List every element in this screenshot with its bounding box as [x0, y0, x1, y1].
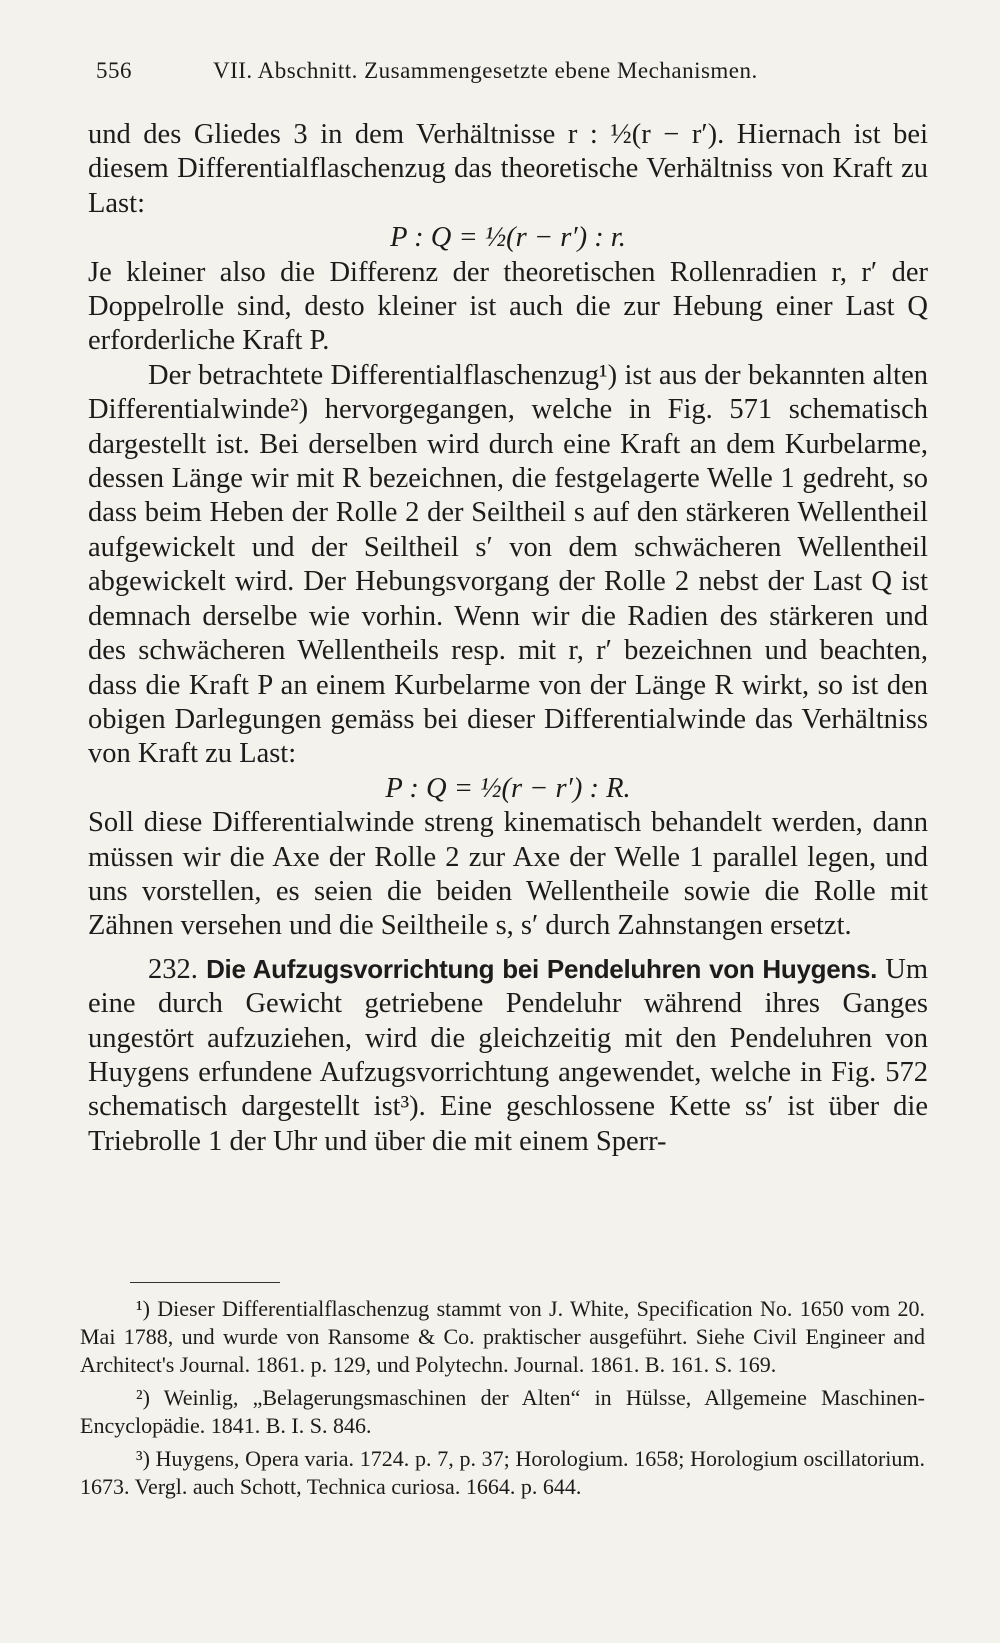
main-text: [88, 118, 928, 1159]
running-title: VII. Abschnitt. Zusammengesetzte ebene Mechanismen.: [213, 58, 758, 83]
footnote-2: ²) Weinlig, „Belagerungsmaschinen der Alten“ in Hülsse, Allgemeine Maschinen-Encyclopädie. 1841. B. I. S. 846.: [80, 1385, 925, 1438]
paragraph-5: Um eine durch Gewicht getriebene Pendeluhr während ihres Ganges ungestört aufzuziehen, wird die gleichzeitig mit den Pendeluhren von Huygens erfundene Aufzugsvorrichtung angewendet, welche in Fig. 572 schematisch dargestellt ist³). Eine geschlossene Kette ss′ ist über die Triebrolle 1 der Uhr und über die mit einem Sperr-: [88, 953, 928, 1157]
formula-force-load-1: P : Q = ½(r − r′) : r.: [390, 222, 626, 254]
formula-force-load-2: P : Q = ½(r − r′) : R.: [385, 772, 631, 804]
footnotes: [80, 1295, 925, 1506]
page-number: 556: [96, 58, 132, 83]
footnote-3: ³) Huygens, Opera varia. 1724. p. 7, p. 37; Horologium. 1658; Horologium oscillatorium. 1673. Vergl. auch Schott, Technica curiosa. 1664. p. 644.: [80, 1446, 925, 1499]
paragraph-4: Soll diese Differentialwinde streng kinematisch behandelt werden, dann müssen wir die Axe der Rolle 2 zur Axe der Welle 1 parallel legen, und uns vorstellen, es seien die beiden Wellentheile sowie die Rolle mit Zähnen versehen und die Seiltheile s, s′ durch Zahnstangen ersetzt.: [88, 807, 928, 942]
paragraph-1: und des Gliedes 3 in dem Verhältnisse r : ½(r − r′). Hiernach ist bei diesem Differentialflaschenzug das theoretische Verhältniss von Kraft zu Last:: [88, 119, 928, 219]
section-number: 232.: [148, 953, 198, 985]
paragraph-2: Je kleiner also die Differenz der theoretischen Rollenradien r, r′ der Doppelrolle sind, desto kleiner ist auch die zur Hebung einer Last Q erforderliche Kraft P.: [88, 256, 928, 357]
section-232: [88, 952, 928, 1159]
footnote-divider: [130, 1282, 280, 1283]
section-title: Die Aufzugsvorrichtung bei Pendeluhren von Huygens.: [206, 953, 878, 984]
running-header: [96, 58, 906, 84]
footnote-1: ¹) Dieser Differentialflaschenzug stammt von J. White, Specification No. 1650 vom 20. Mai 1788, und wurde von Ransome & Co. praktischer ausgeführt. Siehe Civil Engineer and Architect's Journal. 1861. p. 129, und Polytechn. Journal. 1861. B. 161. S. 169.: [80, 1296, 925, 1377]
paragraph-3: Der betrachtete Differentialflaschenzug¹) ist aus der bekannten alten Differentialwinde²) hervorgegangen, welche in Fig. 571 schematisch dargestellt ist. Bei derselben wird durch eine Kraft an dem Kurbelarme, dessen Länge wir mit R bezeichnen, die festgelagerte Welle 1 gedreht, so dass beim Heben der Rolle 2 der Seiltheil s auf den stärkeren Wellentheil aufgewickelt und der Seiltheil s′ von dem schwächeren Wellentheil abgewickelt wird. Der Hebungsvorgang der Rolle 2 nebst der Last Q ist demnach derselbe wie vorhin. Wenn wir die Radien des stärkeren und des schwächeren Wellentheils resp. mit r, r′ bezeichnen und beachten, dass die Kraft P an einem Kurbelarme von der Länge R wirkt, so ist den obigen Darlegungen gemäss bei dieser Differentialwinde das Verhältniss von Kraft zu Last:: [88, 359, 928, 770]
